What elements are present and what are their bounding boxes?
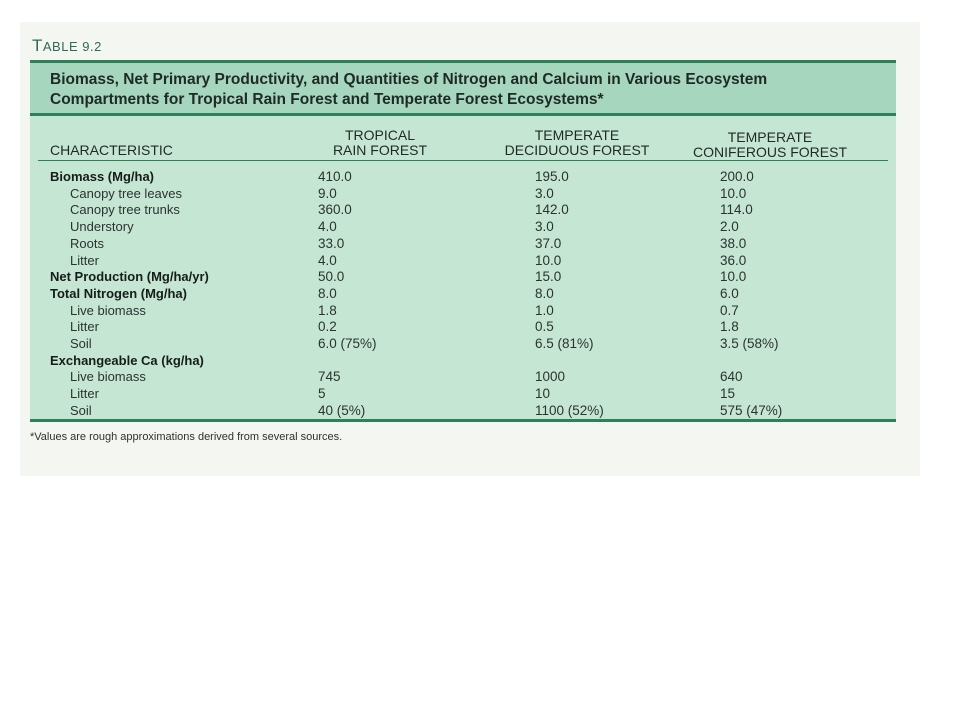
table-row [30,402,896,419]
cell-coniferous: 200.0 [720,169,754,184]
table-row [30,185,896,202]
title-band [30,60,896,116]
cell-coniferous: 10.0 [720,269,747,285]
row-sub-label: Live biomass [70,369,146,385]
cell-tropical: 5 [318,386,326,402]
header-temperate-deciduous-forest [492,128,662,158]
header-col1-line1: TROPICAL [344,127,415,143]
cell-tropical: 40 (5%) [318,402,366,418]
cell-deciduous: 195.0 [535,169,569,184]
header-characteristic: CHARACTERISTIC [50,142,173,158]
scanned-table-image [20,22,920,476]
cell-coniferous: 3.5 (58%) [720,336,779,351]
header-temperate-coniferous-forest [682,130,858,160]
row-sub-label: Litter [70,386,99,402]
cell-tropical: 6.0 (75%) [318,336,377,351]
cell-tropical: 0.2 [318,319,337,335]
row-sub-label: Understory [70,219,134,235]
cell-deciduous: 3.0 [535,219,554,235]
row-sub-label: Canopy tree leaves [70,185,183,201]
header-col1-line2: RAIN FOREST [332,142,428,158]
table-row [30,385,896,402]
cell-coniferous: 2.0 [720,219,739,235]
table-label-initial: T [32,36,43,55]
cell-coniferous: 640 [720,369,743,385]
cell-deciduous: 1000 [535,369,566,385]
row-sub-label: Live biomass [70,302,146,318]
cell-deciduous: 15.0 [535,269,562,285]
cell-tropical: 1.8 [318,302,337,318]
table-row [30,318,896,335]
cell-deciduous: 8.0 [535,285,554,301]
row-sub-label: Roots [70,235,104,251]
cell-deciduous: 10.0 [535,252,562,268]
table-row [30,335,896,352]
cell-coniferous: 575 (47%) [720,402,783,418]
cell-coniferous: 1.8 [720,319,739,335]
cell-coniferous: 10.0 [720,185,747,201]
cell-tropical: 8.0 [318,285,337,301]
table-row [30,201,896,218]
cell-tropical: 745 [318,369,341,385]
row-category-label: Net Production (Mg/ha/yr) [50,269,209,285]
table-row [30,268,896,285]
table-row [30,218,896,235]
cell-deciduous: 1100 (52%) [535,402,604,418]
bottom-divider [30,419,896,422]
header-tropical-rain-forest [300,128,460,158]
row-sub-label: Soil [70,336,92,351]
row-category-label: Total Nitrogen (Mg/ha) [50,285,187,301]
cell-deciduous: 6.5 (81%) [535,336,594,351]
cell-deciduous: 1.0 [535,302,554,318]
cell-coniferous: 114.0 [720,202,753,218]
table-row [30,352,896,369]
header-col3-line2: CONIFEROUS FOREST [692,144,847,160]
table-row [30,235,896,252]
row-sub-label: Litter [70,252,99,268]
row-category-label: Exchangeable Ca (kg/ha) [50,352,204,368]
table-number-label [32,36,102,56]
table-panel [30,60,896,422]
header-col2-line2: DECIDUOUS FOREST [504,142,650,158]
cell-coniferous: 36.0 [720,252,747,268]
cell-tropical: 360.0 [318,202,352,218]
table-row [30,168,896,185]
cell-tropical: 50.0 [318,269,345,285]
cell-deciduous: 0.5 [535,319,554,335]
cell-tropical: 410.0 [318,169,352,184]
table-row [30,252,896,269]
header-col3-line1: TEMPERATE [727,129,813,145]
table-title: Biomass, Net Primary Productivity, and Quantities of Nitrogen and Calcium in Various Ecosystem Compartments for Tropical Rain Forest and Temperate Forest Ecosystems* [50,71,768,108]
row-sub-label: Canopy tree trunks [70,202,180,218]
cell-coniferous: 38.0 [720,235,747,251]
row-sub-label: Litter [70,319,99,335]
cell-deciduous: 3.0 [535,185,554,201]
cell-deciduous: 142.0 [535,202,569,218]
row-sub-label: Soil [70,402,92,418]
cell-deciduous: 10 [535,386,551,402]
cell-coniferous: 0.7 [720,302,739,318]
cell-tropical: 4.0 [318,219,337,235]
table-footnote: *Values are rough approximations derived from several sources. [30,431,343,443]
header-divider [38,160,888,161]
table-row [30,285,896,302]
row-category-label: Biomass (Mg/ha) [50,169,155,184]
cell-tropical: 33.0 [318,235,345,251]
table-row [30,368,896,385]
cell-coniferous: 15 [720,386,736,402]
cell-deciduous: 37.0 [535,235,562,251]
header-col2-line1: TEMPERATE [534,127,620,143]
cell-coniferous: 6.0 [720,285,739,301]
table-label-rest: ABLE 9.2 [42,39,102,54]
cell-tropical: 9.0 [318,185,337,201]
cell-tropical: 4.0 [318,252,337,268]
table-row [30,302,896,319]
